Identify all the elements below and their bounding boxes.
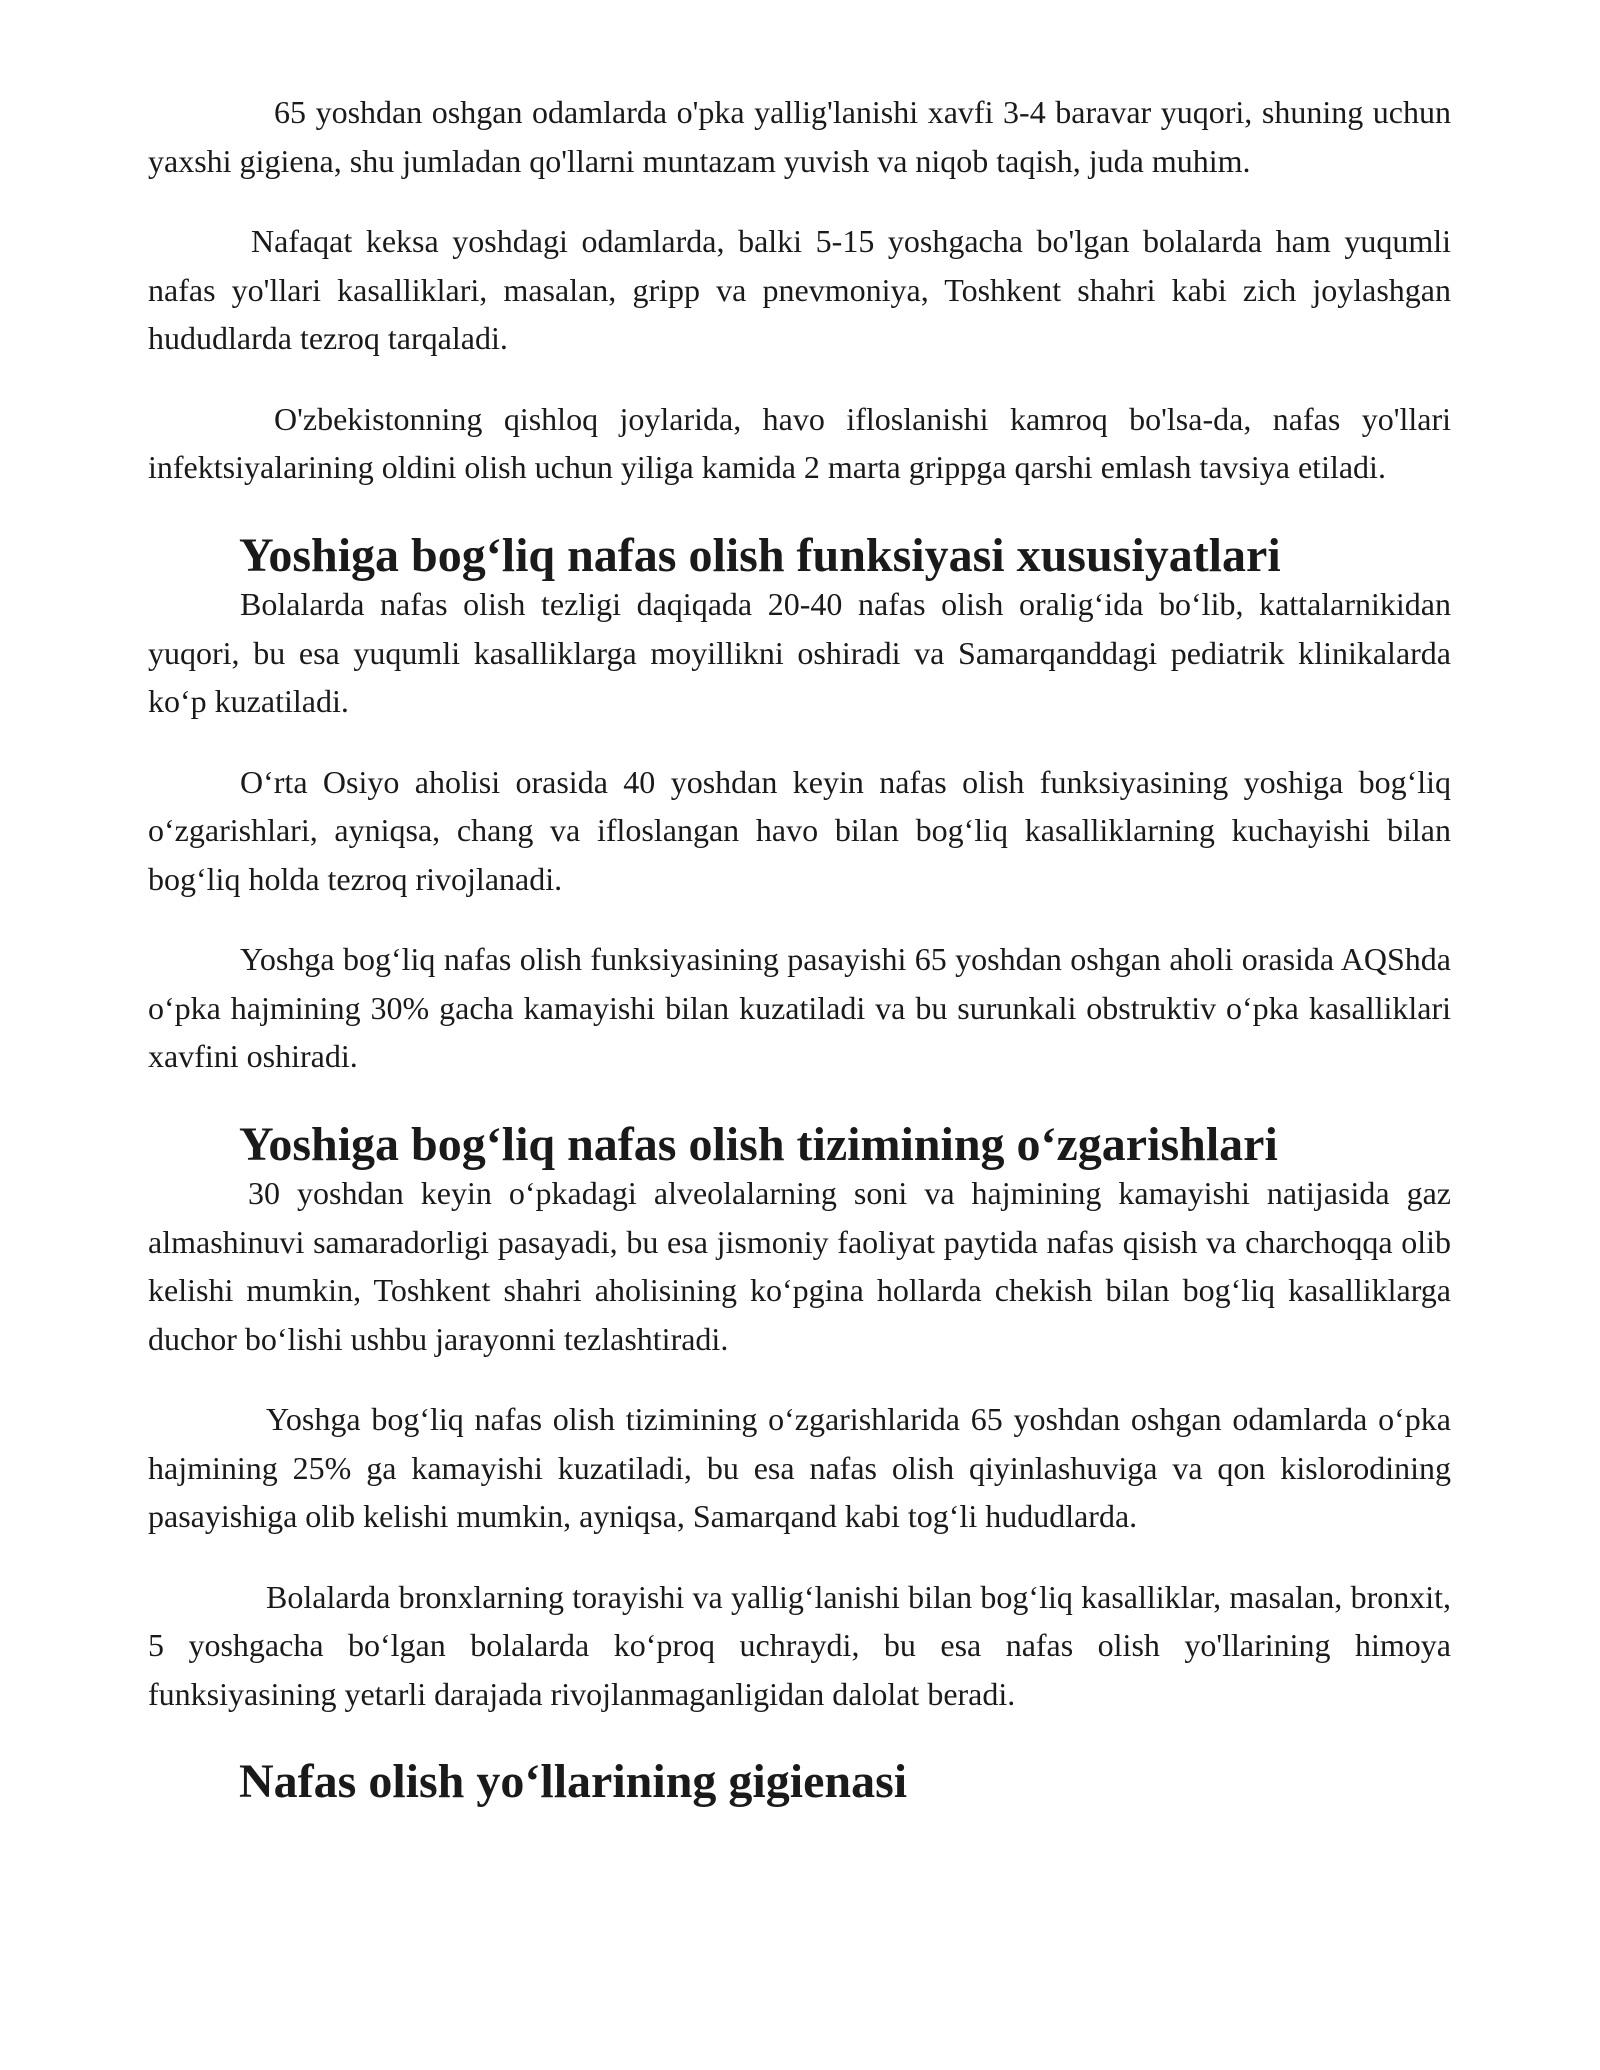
paragraph-children-breathing-rate: Bolalarda nafas olish tezligi daqiqada 20-40 nafas olish oralig‘ida bo‘lib, kattalarnikidan yuqori, bu esa yuqumli kasalliklarga moyillikni oshiradi va Samarqanddagi pediatrik klinikalarda ko‘p kuzatiladi. xyxy=(148,586,1451,719)
section-heading-airway-hygiene: Nafas olish yo‘llarining gigienasi xyxy=(239,1755,908,1808)
paragraph-central-asia-changes: O‘rta Osiyo aholisi orasida 40 yoshdan keyin nafas olish funksiyasining yoshiga bog‘liq o‘zgarishlari, ayniqsa, chang va ifloslangan havo bilan bog‘liq kasalliklarning kuchayishi bilan bog‘liq holda tezroq rivojlanadi. xyxy=(148,763,1451,897)
paragraph-rural-vaccination: O'zbekistonning qishloq joylarida, havo ifloslanishi kamroq bo'lsa-da, nafas yo'llari infektsiyalarining oldini olish uchun yiliga kamida 2 marta grippga qarshi emlash tavsiya etiladi. xyxy=(148,400,1451,485)
section-heading-age-respiratory-system: Yoshiga bog‘liq nafas olish tizimining o‘zgarishlari xyxy=(239,1117,1278,1171)
paragraph-children-bronchitis: Bolalarda bronxlarning torayishi va yallig‘lanishi bilan bog‘liq kasalliklar, masalan, bronxit, 5 yoshgacha bo‘lgan bolalarda ko‘proq uchraydi, bu esa nafas olish yo'llarining himoya funksiyasining yetarli darajada rivojlanmaganligidan dalolat beradi. xyxy=(148,1578,1451,1712)
paragraph-elderly-pneumonia-risk: 65 yoshdan oshgan odamlarda o'pka yallig'lanishi xavfi 3-4 baravar yuqori, shuning uchun yaxshi gigiena, shu jumladan qo'llarni muntazam yuvish va niqob taqish, juda muhim. xyxy=(148,94,1451,179)
paragraph-children-infections: Nafaqat keksa yoshdagi odamlarda, balki 5-15 yoshgacha bo'lgan bolalarda ham yuqumli nafas yo'llari kasalliklari, masalan, gripp va pnevmoniya, Toshkent shahri kabi zich joylashgan hududlarda tezroq tarqaladi. xyxy=(148,223,1451,356)
paragraph-usa-lung-volume: Yoshga bog‘liq nafas olish funksiyasining pasayishi 65 yoshdan oshgan aholi orasida AQShda o‘pka hajmining 30% gacha kamayishi bilan kuzatiladi va bu surunkali obstruktiv o‘pka kasalliklari xavfini oshiradi. xyxy=(148,941,1451,1074)
section-heading-age-respiratory-function: Yoshiga bog‘liq nafas olish funksiyasi xususiyatlari xyxy=(239,528,1281,582)
document-page xyxy=(148,88,1451,1807)
paragraph-alveoli-decline: 30 yoshdan keyin o‘pkadagi alveolalarning soni va hajmining kamayishi natijasida gaz almashinuvi samaradorligi pasayadi, bu esa jismoniy faoliyat paytida nafas qisish va charchoqqa olib kelishi mumkin, Toshkent shahri aholisining ko‘pgina hollarda chekish bilan bog‘liq kasalliklarga duchor bo‘lishi ushbu jarayonni tezlashtiradi. xyxy=(148,1175,1451,1357)
paragraph-lung-volume-25: Yoshga bog‘liq nafas olish tizimining o‘zgarishlarida 65 yoshdan oshgan odamlarda o‘pka hajmining 25% ga kamayishi kuzatiladi, bu esa nafas olish qiyinlashuviga va qon kislorodining pasayishiga olib kelishi mumkin, ayniqsa, Samarqand kabi tog‘li hududlarda. xyxy=(148,1401,1451,1534)
